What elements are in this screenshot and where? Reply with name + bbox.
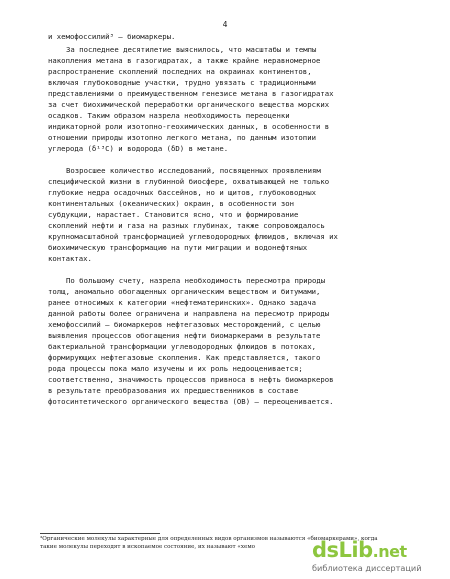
text-line: Возросшее количество исследований, посвященных проявлениям	[66, 166, 321, 175]
text-line: ранее относимых к категории «нефтематеринских». Однако задача	[48, 298, 316, 307]
text-line: формирующих нефтегазовые скопления. Как представляется, такого	[48, 353, 321, 362]
text-line: фотосинтетического органического вещества (ОВ) – переоценивается.	[48, 397, 334, 406]
footnote-line: такие молекулы переходят в ископаемое состояние, их называют «хемо	[40, 544, 256, 550]
footnote-divider	[40, 533, 160, 534]
text-line: бактериальной трансформации углеводородных флюидов в потоках,	[48, 342, 316, 351]
text-line: толщ, аномально обогащенных органическим веществом и битумами,	[48, 287, 321, 296]
text-line: углерода (δ¹³С) и водорода (δD) в метане.	[48, 144, 229, 153]
logo-main: dsLib	[312, 538, 373, 562]
text-line: контактах.	[48, 254, 92, 263]
dslib-watermark	[312, 538, 446, 576]
text-line: в результате преобразования их предшественников в составе	[48, 386, 299, 395]
text-line: соответственно, значимость процессов привноса в нефть биомаркеров	[48, 375, 334, 384]
text-line: специфической жизни в глубинной биосфере, охватывающей не только	[48, 177, 330, 186]
text-line: По большому счету, назрела необходимость пересмотра природы	[66, 276, 326, 285]
text-line: выявления процессов обогащения нефти биомаркерами в результате	[48, 331, 321, 340]
text-line: за счет биохимической переработки органического вещества морских	[48, 100, 330, 109]
dslib-logo	[312, 538, 446, 562]
logo-suffix: .net	[372, 542, 407, 561]
text-line: осадков. Таким образом назрела необходимость переоценки	[48, 111, 290, 120]
text-line: распространение скоплений последних на окраинах континентов,	[48, 67, 312, 76]
text-line: хемофоссилий – биомаркеров нефтегазовых месторождений, с целью	[48, 320, 321, 329]
page-number: 4	[222, 20, 228, 29]
text-line: индикаторной роли изотопно-геохимических данных, в особенности в	[48, 122, 330, 131]
text-line: включая глубоководные участки, трудно увязать с традиционными	[48, 78, 316, 87]
text-line: За последнее десятилетие выяснилось, что масштабы и темпы	[66, 45, 317, 54]
text-line: отношении природы изотопно легкого метана, по данным изотопии	[48, 133, 316, 142]
watermark-subtitle: библиотека диссертаций	[312, 563, 422, 573]
text-line: субдукции, нарастает. Становится ясно, что и формирование	[48, 210, 299, 219]
text-line: континентальных (океанических) окраин, в особенности зон	[48, 199, 295, 208]
text-line: крупномасштабной трансформацией углеводородных флюидов, включая их	[48, 232, 338, 241]
footnote-line: ³Органические молекулы характерные для определенных видов организмов называются «биомаркерами», когда	[40, 536, 378, 542]
text-line: данной работы более ограничена и направлена на пересмотр природы	[48, 309, 330, 318]
text-line: биохимическую трансформацию на пути миграции и водонефтяных	[48, 243, 308, 252]
text-line: и хемофоссилий³ – биомаркеры.	[48, 32, 176, 41]
text-line: представлениями о преимущественном генезисе метана в газогидратах	[48, 89, 334, 98]
text-line: накопления метана в газогидратах, а также крайне неравномерное	[48, 56, 321, 65]
text-line: рода процессы пока мало изучены и их роль недооценивается;	[48, 364, 303, 373]
text-line: скоплений нефти и газа на разных глубинах, также сопровождалось	[48, 221, 325, 230]
text-line: глубокие недра осадочных бассейнов, но и щитов, глубоководных	[48, 188, 316, 197]
